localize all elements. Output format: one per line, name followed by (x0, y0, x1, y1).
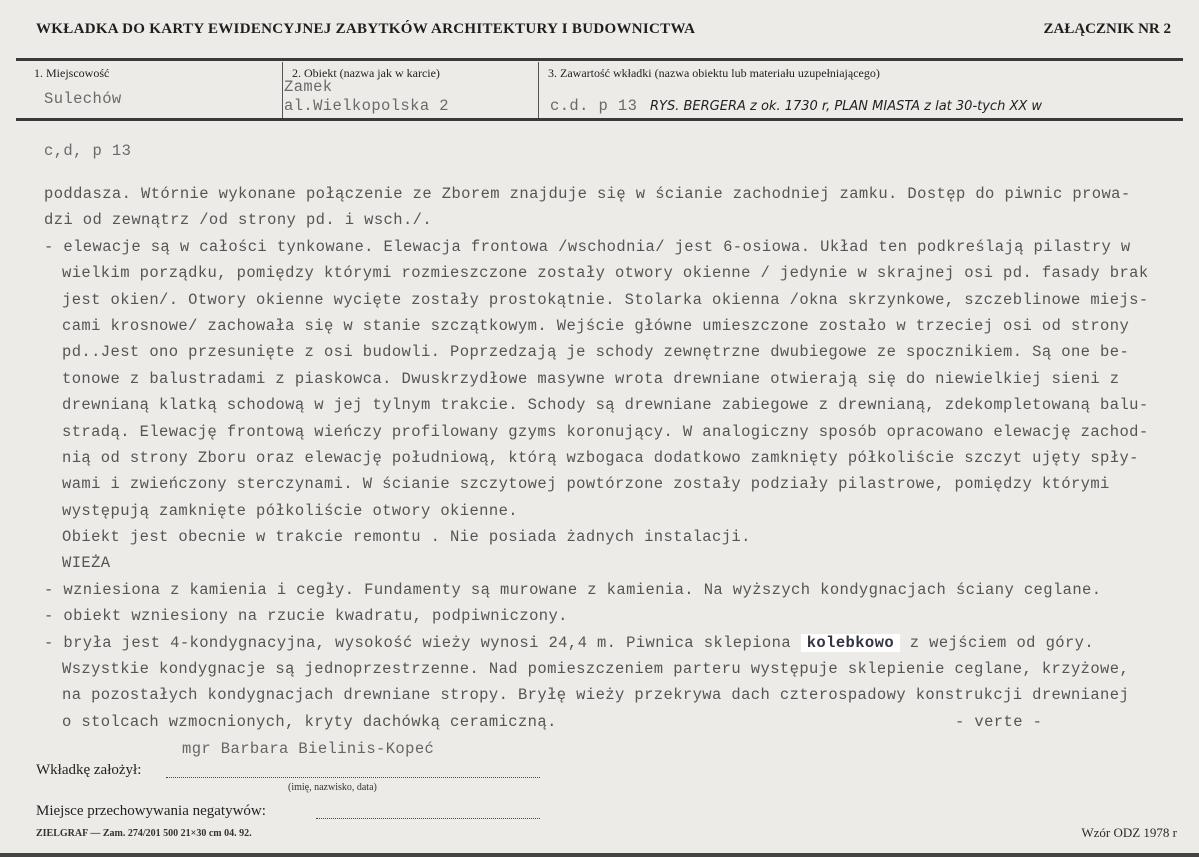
negatives-label: Miejsce przechowywania negatywów: (36, 803, 266, 819)
form-title: WKŁADKA DO KARTY EWIDENCYJNEJ ZABYTKÓW ARCHITEKTURY I BUDOWNICTWA (36, 21, 696, 37)
body-line: tonowe z balustradami z piaskowca. Dwuskrzydłowe masywne wrota drewniane otwierają się do niewielkiej sieni z (62, 369, 1120, 388)
form-model: Wzór ODZ 1978 r (1081, 825, 1177, 840)
body-line: poddasza. Wtórnie wykonane połączenie ze Zborem znajduje się w ścianie zachodniej zamku. Dostęp do piwnic prowa- (44, 185, 1131, 203)
page-reference: c,d, p 13 (44, 142, 132, 160)
scan-edge (0, 853, 1199, 857)
body-line-start: - bryła jest 4-kondygnacyjna, wysokość wieży wynosi 24,4 m. Piwnica sklepiona (44, 633, 801, 652)
column-divider (282, 62, 283, 118)
body-line: o stolcach wzmocnionych, kryty dachówką ceramiczną. (62, 712, 557, 731)
verte-note: - verte - (955, 712, 1043, 731)
body-line-last (44, 709, 1184, 735)
body-line: występują zamknięte półkoliście otwory okienne. (62, 501, 518, 520)
body-line (44, 630, 1184, 656)
object-value (284, 78, 449, 116)
body-line: - obiekt wzniesiony na rzucie kwadratu, podpiwniczony. (44, 607, 568, 626)
highlighted-word: kolebkowo (801, 634, 900, 652)
object-label: 2. Obiekt (nazwa jak w karcie) (292, 66, 440, 80)
body-line: pd..Jest ono przesunięte z osi budowli. Poprzedzają je schody zewnętrzne dwubiegowe ze spocznikiem. Są one be- (62, 343, 1130, 362)
body-line-end: z wejściem od góry. (900, 633, 1095, 652)
object-address: al.Wielkopolska 2 (284, 97, 449, 115)
body-line: - elewacje są w całości tynkowane. Elewacja frontowa /wschodnia/ jest 6-osiowa. Układ ten podkreślają pilastry w (44, 237, 1131, 256)
body-line: wami i zwieńczony sterczynami. W ścianie szczytowej powtórzone zostały podziały pilastrowe, pomiędzy którymi (62, 475, 1110, 494)
body-line: Wszystkie kondygnacje są jednoprzestrzenne. Nad pomieszczeniem parteru występuje sklepienie ceglane, krzyżowe, (62, 660, 1130, 679)
column-divider (538, 62, 539, 118)
created-by-label: Wkładkę założył: (36, 762, 142, 778)
content-label: 3. Zawartość wkładki (nazwa obiektu lub materiału uzupełniającego) (548, 66, 880, 80)
content-typed: c.d. p 13 (550, 97, 638, 115)
document-body (44, 181, 1184, 735)
body-line: jest okien/. Otwory okienne wycięte zostały prostokątnie. Stolarka okienna /okna skrzynkowe, szczeblinowe miejs- (62, 290, 1149, 309)
top-divider (16, 58, 1183, 61)
body-line: cami krosnowe/ zachowała się w stanie szczątkowym. Wejście główne umieszczone zostało w trzeciej osi od strony (62, 316, 1130, 335)
body-line: dzi od zewnątrz /od strony pd. i wsch./. (44, 211, 433, 230)
body-line: drewnianą klatką schodową w jej tylnym trakcie. Schody są drewniane zabiegowe z drewnianą, zdekompletowaną balu- (62, 396, 1149, 415)
body-line: nią od strony Zboru oraz elewację południową, którą wzbogaca dodatkowo zamknięty półkoliście szczyt ujęty spły- (62, 448, 1139, 467)
content-handwritten: RYS. BERGERA z ok. 1730 r, PLAN MIASTA z lat 30-tych XX w (650, 99, 1043, 114)
negatives-line (316, 817, 540, 819)
locality-label: 1. Miejscowość (34, 66, 110, 80)
body-line: - wzniesiona z kamienia i cegły. Fundamenty są murowane z kamienia. Na wyższych kondygnacjach ściany ceglane. (44, 580, 1102, 599)
locality-value: Sulechów (44, 90, 122, 108)
table-bottom-divider (16, 118, 1183, 121)
body-line: wielkim porządku, pomiędzy którymi rozmieszczone zostały otwory okienne / jedynie w skrajnej osi pd. fasady brak (62, 264, 1149, 283)
body-line: Obiekt jest obecnie w trakcie remontu . Nie posiada żadnych instalacji. (62, 528, 751, 547)
body-line: stradą. Elewację frontową wieńczy profilowany gzyms koronujący. W analogiczny sposób opracowano elewację zachod- (62, 422, 1149, 441)
printer-info: ZIELGRAF — Zam. 274/201 500 21×30 cm 04. 92. (36, 828, 252, 839)
section-heading-tower: WIEŻA (62, 554, 111, 573)
body-line: na pozostałych kondygnacjach drewniane stropy. Bryłę wieży przekrywa dach czterospadowy konstrukcji drewnianej (62, 686, 1130, 705)
annex-number: ZAŁĄCZNIK NR 2 (1043, 21, 1171, 37)
created-by-hint: (imię, nazwisko, data) (288, 782, 377, 793)
created-by-line (166, 776, 540, 778)
author-name: mgr Barbara Bielinis-Kopeć (182, 740, 435, 758)
object-name: Zamek (284, 78, 333, 96)
